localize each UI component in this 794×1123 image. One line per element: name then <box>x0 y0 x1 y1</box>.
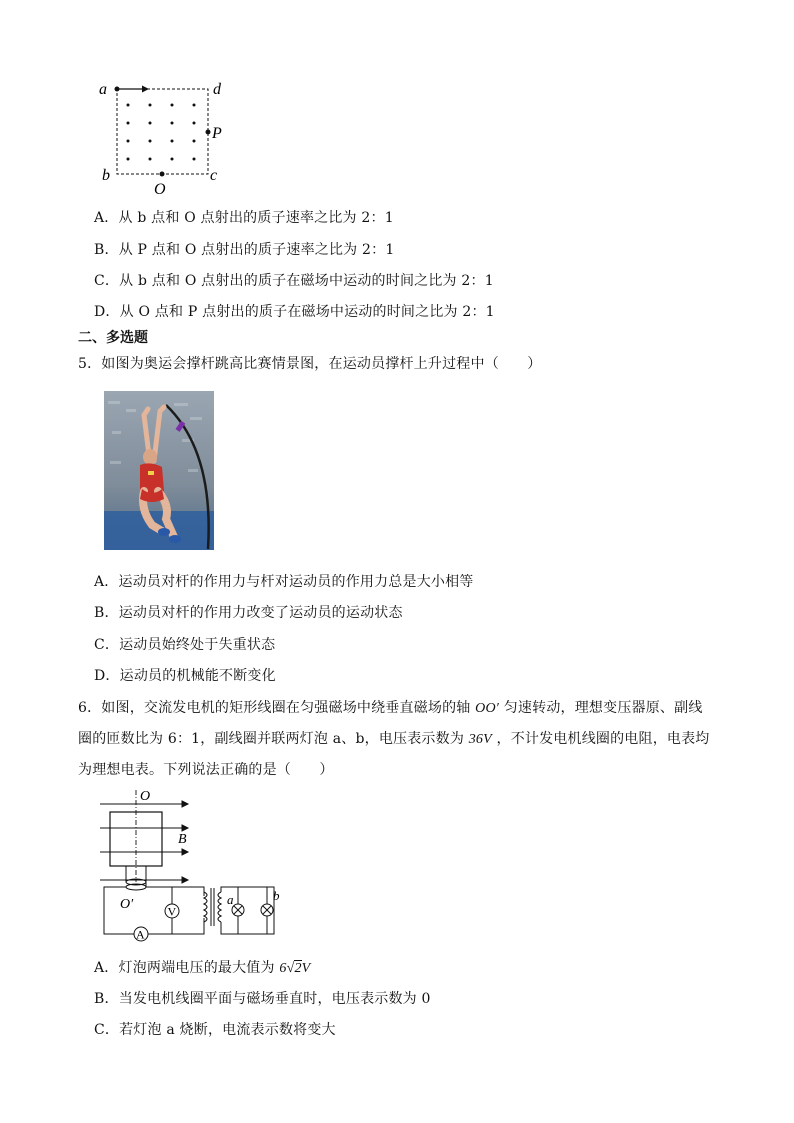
q6-line1-part2: 匀速转动，理想变压器原、副线 <box>503 700 703 716</box>
fig3-label-B: B <box>178 832 187 847</box>
fig3-label-O: O <box>140 789 151 804</box>
q4-option-b: B．从 P 点和 O 点射出的质子速率之比为 2：1 <box>94 242 395 258</box>
label-d: d <box>213 81 221 98</box>
label-a: a <box>99 81 107 98</box>
q6-stem-line2 <box>78 728 710 748</box>
label-b: b <box>102 167 110 184</box>
label-O: O <box>154 181 166 198</box>
fig3-voltmeter-label: V <box>167 904 177 919</box>
q4-option-c: C．从 b 点和 O 点射出的质子在磁场中运动的时间之比为 2：1 <box>94 273 494 289</box>
label-c: c <box>210 167 218 184</box>
q6-line2-part1: 圈的匝数比为 6：1，副线圈并联两灯泡 a、b，电压表示数为 <box>78 731 465 747</box>
magnetic-field-square-figure <box>96 76 232 198</box>
fig3-lamp-a-label: a <box>227 892 234 907</box>
q6-option-a <box>94 957 310 977</box>
section-title: 二、多选题 <box>78 330 148 346</box>
q6-option-a-radicand: 2 <box>294 961 302 976</box>
sqrt-sign: √ <box>286 961 295 976</box>
q5-stem: 5．如图为奥运会撑杆跳高比赛情景图，在运动员撑杆上升过程中（ ） <box>78 356 542 372</box>
q6-voltage-value: 36V <box>468 732 492 747</box>
q4-option-a: A．从 b 点和 O 点射出的质子速率之比为 2：1 <box>94 210 394 226</box>
pole-vault-photo <box>104 391 214 550</box>
q5-option-b: B．运动员对杆的作用力改变了运动员的运动状态 <box>94 605 403 621</box>
q6-option-a-prefix: A．灯泡两端电压的最大值为 <box>94 960 275 976</box>
q5-option-a: A．运动员对杆的作用力与杆对运动员的作用力总是大小相等 <box>94 574 474 590</box>
label-P: P <box>212 125 222 142</box>
fig3-label-Oprime: O′ <box>120 897 134 912</box>
fig3-lamp-b-label: b <box>273 888 280 903</box>
q6-option-b: B．当发电机线圈平面与磁场垂直时，电压表示数为 0 <box>94 991 431 1007</box>
q6-option-a-unit: V <box>301 961 311 976</box>
q6-axis-label: OO′ <box>475 701 500 716</box>
q6-option-a-coef: 6 <box>279 961 287 976</box>
q5-option-c: C．运动员始终处于失重状态 <box>94 637 276 653</box>
q6-line2-part2: ，不计发电机线圈的电阻，电表均 <box>496 731 710 747</box>
q5-option-d: D．运动员的机械能不断变化 <box>94 668 276 684</box>
q6-option-c: C．若灯泡 a 烧断，电流表示数将变大 <box>94 1022 336 1038</box>
generator-circuit-figure <box>96 786 280 946</box>
field-dots <box>127 104 196 161</box>
fig3-ammeter-label: A <box>136 927 145 942</box>
q6-stem-line3: 为理想电表。下列说法正确的是（ ） <box>78 762 334 778</box>
q6-stem-line1 <box>78 697 703 717</box>
q6-line1-part1: 6．如图，交流发电机的矩形线圈在匀强磁场中绕垂直磁场的轴 <box>78 700 471 716</box>
q4-option-d: D．从 O 点和 P 点射出的质子在磁场中运动的时间之比为 2：1 <box>94 304 495 320</box>
q6-option-a-math <box>279 960 310 976</box>
